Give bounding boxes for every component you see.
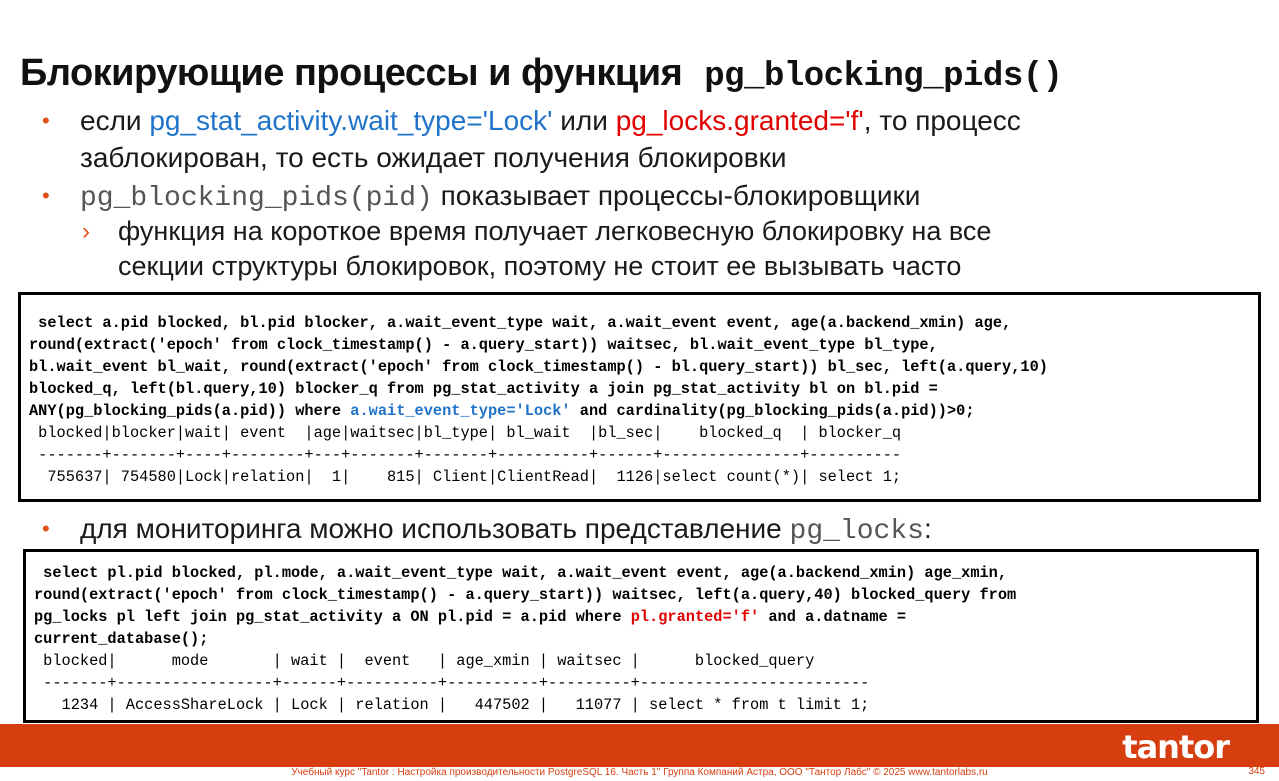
- sql-line: pg_locks pl left join pg_stat_activity a ON pl.pid = a.pid where pl.granted='f' and a.datname =: [34, 608, 907, 626]
- tantor-logo: tantor: [1122, 728, 1229, 766]
- bullet-dot-icon: •: [42, 516, 50, 541]
- footer-bar: [0, 724, 1279, 767]
- sql-line: round(extract('epoch' from clock_timestamp() - a.query_start)) waitsec, bl.wait_event_type bl_type,: [29, 336, 938, 354]
- result-row: 755637| 754580|Lock|relation| 1| 815| Client|ClientRead| 1126|select count(*)| select 1;: [29, 468, 902, 486]
- bullet-lock-condition: • если pg_stat_activity.wait_type='Lock' или pg_locks.granted='f', то процесс заблокирован, то есть ожидает получения блокировки: [80, 102, 1021, 176]
- page-number: 345: [1248, 766, 1265, 777]
- code-block-blocking-pids: [18, 292, 1261, 502]
- result-header: blocked|blocker|wait| event |age|waitsec|bl_type| bl_wait |bl_sec| blocked_q | blocker_q: [29, 424, 902, 442]
- result-separator: -------+-----------------+------+----------+----------+---------+-------------------------: [34, 674, 870, 692]
- bullet-blocking-pids: • pg_blocking_pids(pid) показывает процессы-блокировщики: [80, 177, 920, 217]
- chevron-right-icon: ›: [82, 218, 90, 245]
- result-header: blocked| mode | wait | event | age_xmin | waitsec | blocked_query: [34, 652, 815, 670]
- sub-bullet-lightweight-lock: › функция на короткое время получает легковесную блокировку на все секции структуры блокировок, поэтому не стоит ее вызывать часто: [82, 216, 992, 281]
- granted-condition: pg_locks.granted='f': [615, 105, 864, 136]
- highlight-wait-type: a.wait_event_type='Lock': [350, 402, 571, 420]
- sql-line: bl.wait_event bl_wait, round(extract('epoch' from clock_timestamp() - bl.query_start)) bl_sec, left(a.query,10): [29, 358, 1048, 376]
- result-row: 1234 | AccessShareLock | Lock | relation | 447502 | 11077 | select * from t limit 1;: [34, 696, 870, 714]
- result-separator: -------+-------+----+--------+---+-------+-------+----------+------+---------------+----------: [29, 446, 902, 464]
- function-signature: pg_blocking_pids(pid): [80, 183, 433, 214]
- code-block-pg-locks: [23, 549, 1259, 723]
- sql-line: round(extract('epoch' from clock_timestamp() - a.query_start)) waitsec, left(a.query,40) blocked_query from: [34, 586, 1017, 604]
- bullet-pg-locks: • для мониторинга можно использовать представление pg_locks:: [80, 510, 932, 550]
- sql-line: blocked_q, left(bl.query,10) blocker_q from pg_stat_activity a join pg_stat_activity bl on bl.pid =: [29, 380, 938, 398]
- title-code: pg_blocking_pids(): [704, 58, 1063, 96]
- title-text: Блокирующие процессы и функция: [20, 52, 683, 94]
- bullet-dot-icon: •: [42, 108, 50, 133]
- wait-type-condition: pg_stat_activity.wait_type='Lock': [149, 105, 553, 136]
- sql-line: current_database();: [34, 630, 209, 648]
- bullet-dot-icon: •: [42, 183, 50, 208]
- sql-line: ANY(pg_blocking_pids(a.pid)) where a.wait_event_type='Lock' and cardinality(pg_blocking_pids(a.pid))>0;: [29, 402, 975, 420]
- sql-line: select pl.pid blocked, pl.mode, a.wait_event_type wait, a.wait_event event, age(a.backend_xmin) age_xmin,: [34, 564, 1008, 582]
- view-name: pg_locks: [789, 516, 924, 547]
- slide-title: [20, 52, 1063, 96]
- highlight-granted: pl.granted='f': [630, 608, 760, 626]
- sql-line: select a.pid blocked, bl.pid blocker, a.wait_event_type wait, a.wait_event event, age(a.backend_xmin) age,: [29, 314, 1012, 332]
- footer-copyright: Учебный курс "Tantor : Настройка производительности PostgreSQL 16. Часть 1" Группа Компаний Астра, ООО "Тантор Лабс" © 2025 www.tantorlabs.ru: [291, 767, 988, 778]
